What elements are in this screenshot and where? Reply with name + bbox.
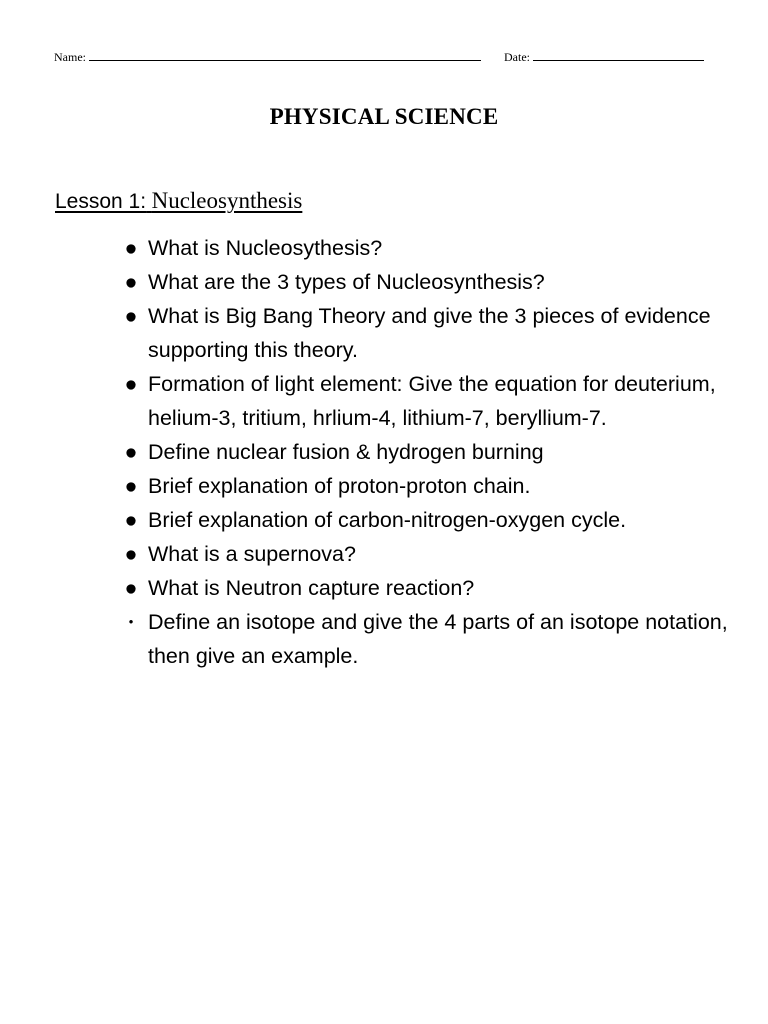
name-date-header bbox=[54, 50, 714, 65]
list-item bbox=[0, 299, 768, 367]
lesson-topic: Nucleosynthesis bbox=[151, 188, 303, 213]
bullet-icon: ● bbox=[124, 304, 138, 328]
name-field[interactable] bbox=[89, 50, 481, 61]
date-label: Date: bbox=[504, 50, 530, 64]
bullet-icon: ● bbox=[124, 372, 138, 396]
list-item bbox=[0, 571, 768, 605]
list-item bbox=[0, 605, 768, 673]
bullet-icon: ● bbox=[124, 576, 138, 600]
question-text: Formation of light element: Give the equation for deuterium, helium-3, tritium, hrlium-4, lithium-7, beryllium-7. bbox=[148, 372, 716, 430]
question-text: What is a supernova? bbox=[148, 542, 356, 566]
lesson-heading bbox=[55, 188, 302, 214]
question-text: What is Neutron capture reaction? bbox=[148, 576, 475, 600]
bullet-icon: ● bbox=[124, 474, 138, 498]
bullet-icon: ● bbox=[124, 270, 138, 294]
lesson-number: Lesson 1: bbox=[55, 190, 147, 213]
bullet-icon: ● bbox=[124, 508, 138, 532]
question-text: What are the 3 types of Nucleosynthesis? bbox=[148, 270, 545, 294]
bullet-icon: ● bbox=[124, 542, 138, 566]
list-item bbox=[0, 265, 768, 299]
bullet-icon: ● bbox=[124, 236, 138, 260]
list-item bbox=[0, 435, 768, 469]
question-list bbox=[0, 231, 768, 673]
list-item bbox=[0, 367, 768, 435]
question-text: Define an isotope and give the 4 parts of an isotope notation, then give an example. bbox=[148, 610, 728, 668]
bullet-icon: • bbox=[128, 614, 134, 629]
question-text: Define nuclear fusion & hydrogen burning bbox=[148, 440, 544, 464]
bullet-icon: ● bbox=[124, 440, 138, 464]
list-item bbox=[0, 469, 768, 503]
page-title: PHYSICAL SCIENCE bbox=[269, 104, 499, 129]
date-field[interactable] bbox=[533, 50, 704, 61]
list-item bbox=[0, 231, 768, 265]
question-text: What is Nucleosythesis? bbox=[148, 236, 383, 260]
question-text: What is Big Bang Theory and give the 3 pieces of evidence supporting this theory. bbox=[148, 304, 711, 362]
list-item bbox=[0, 503, 768, 537]
question-text: Brief explanation of proton-proton chain. bbox=[148, 474, 531, 498]
name-label: Name: bbox=[54, 50, 86, 64]
list-item bbox=[0, 537, 768, 571]
question-text: Brief explanation of carbon-nitrogen-oxygen cycle. bbox=[148, 508, 627, 532]
